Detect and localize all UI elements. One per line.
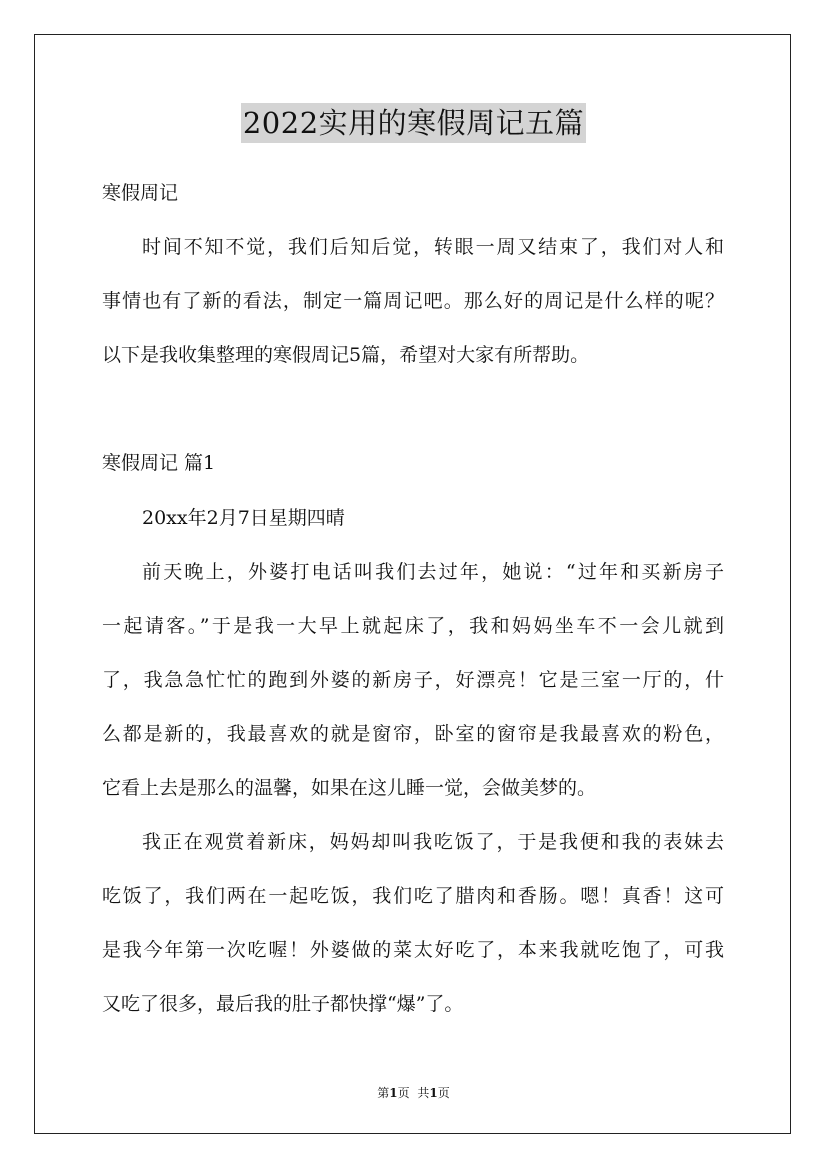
intro-line-1: 时间不知不觉，我们后知后觉，转眼一周又结束了，我们对人和 <box>142 236 724 258</box>
intro-line-3: 以下是我收集整理的寒假周记5篇，希望对大家有所帮助。 <box>102 344 590 366</box>
article-heading: 寒假周记 篇1 <box>102 452 216 474</box>
paragraph1-line-5: 它看上去是那么的温馨，如果在这儿睡一觉，会做美梦的。 <box>102 777 597 799</box>
paragraph2-line-4: 又吃了很多，最后我的肚子都快撑“爆”了。 <box>102 993 464 1015</box>
title-container <box>0 103 827 143</box>
page-footer <box>0 1085 827 1101</box>
footer-page-number: 1 <box>389 1086 398 1100</box>
document-title: 2022实用的寒假周记五篇 <box>241 103 586 143</box>
footer-total-prefix: 共 <box>417 1086 430 1100</box>
intro-line-2: 事情也有了新的看法，制定一篇周记吧。那么好的周记是什么样的呢？ <box>102 290 724 312</box>
footer-total-pages: 1 <box>429 1086 438 1100</box>
paragraph1-line-4: 么都是新的，我最喜欢的就是窗帘，卧室的窗帘是我最喜欢的粉色， <box>102 723 724 745</box>
date-line: 20xx年2月7日星期四晴 <box>142 507 345 529</box>
paragraph2-line-3: 是我今年第一次吃喔！外婆做的菜太好吃了，本来我就吃饱了，可我 <box>102 939 724 961</box>
paragraph1-line-1: 前天晚上，外婆打电话叫我们去过年，她说：“过年和买新房子 <box>142 561 724 583</box>
paragraph2-line-2: 吃饭了，我们两在一起吃饭，我们吃了腊肉和香肠。嗯！真香！这可 <box>102 885 724 907</box>
paragraph1-line-2: 一起请客。”于是我一大早上就起床了，我和妈妈坐车不一会儿就到 <box>102 615 724 637</box>
footer-page-suffix: 页 <box>397 1086 410 1100</box>
footer-total-suffix: 页 <box>437 1086 450 1100</box>
section-heading: 寒假周记 <box>102 182 179 204</box>
paragraph1-line-3: 了，我急急忙忙的跑到外婆的新房子，好漂亮！它是三室一厅的，什 <box>102 669 724 691</box>
footer-page-prefix: 第 <box>377 1086 390 1100</box>
paragraph2-line-1: 我正在观赏着新床，妈妈却叫我吃饭了，于是我便和我的表妹去 <box>142 831 724 853</box>
